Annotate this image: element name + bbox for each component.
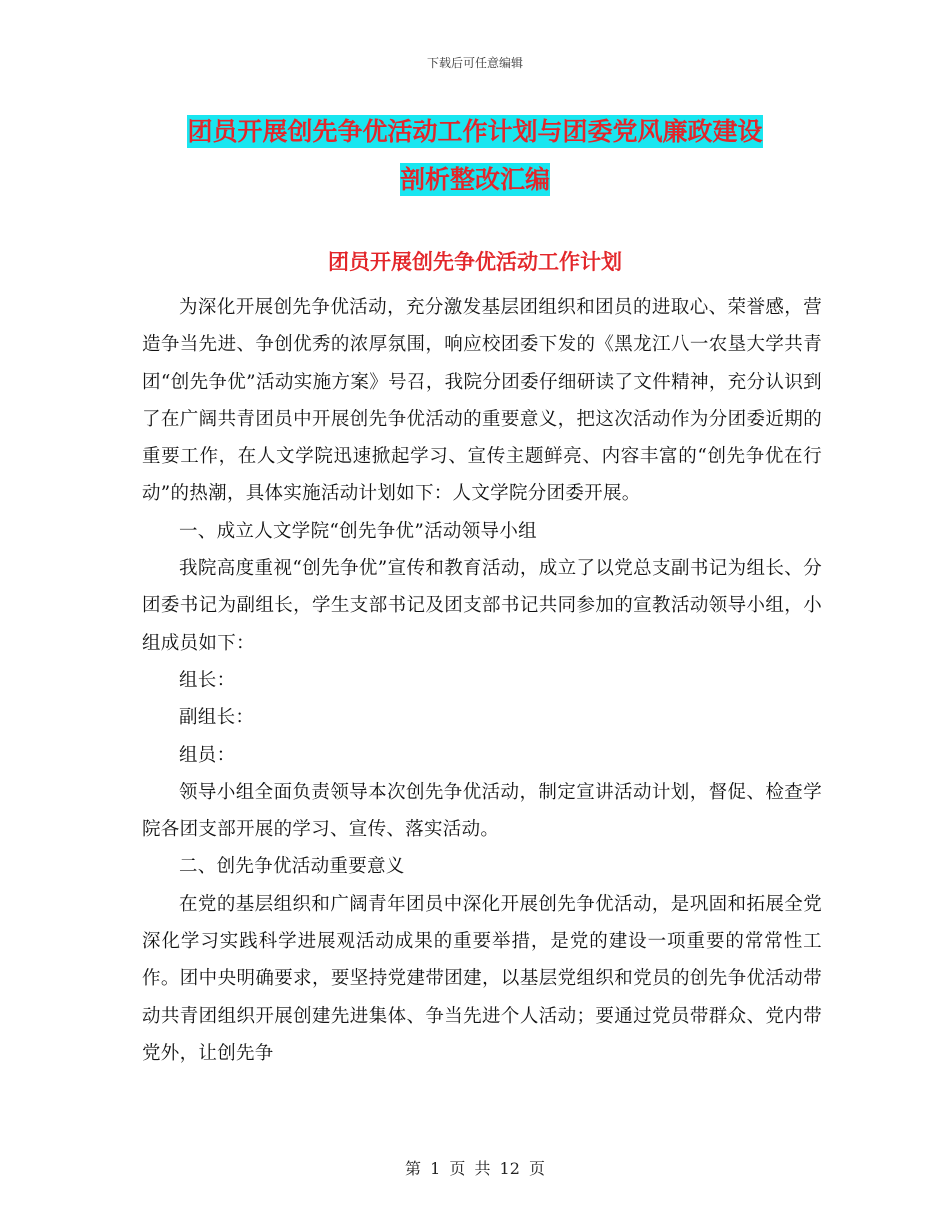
- role-deputy-leader: 副组长：: [179, 707, 255, 729]
- paragraph-leadership: 我院高度重视“创先争优”宣传和教育活动，成立了以党总支副书记为组长、分团委书记为副组长，学生支部书记及团支部书记共同参加的宣教活动领导小组，小组成员如下：: [142, 558, 822, 654]
- section-title: 团员开展创先争优活动工作计划: [328, 250, 622, 274]
- role-leader: 组长：: [179, 669, 236, 691]
- header-note: 下载后可任意编辑: [426, 56, 523, 70]
- heading-one: 一、成立人文学院“创先争优”活动领导小组: [179, 520, 537, 542]
- document-title-line-2: 剖析整改汇编: [399, 165, 550, 194]
- heading-two: 二、创先争优活动重要意义: [179, 856, 405, 878]
- paragraph-significance: 在党的基层组织和广阔青年团员中深化开展创先争优活动，是巩固和拓展全党深化学习实践科学进展观活动成果的重要举措，是党的建设一项重要的常常性工作。团中央明确要求，要坚持党建带团建，以基层党组织和党员的创先争优活动带动共青团组织开展创建先进集体、争当先进个人活动；要通过党员带群众、党内带党外，让创先争: [142, 893, 822, 1064]
- paragraph-responsibility: 领导小组全面负责领导本次创先争优活动，制定宣讲活动计划，督促、检查学院各团支部开展的学习、宣传、落实活动。: [142, 781, 822, 841]
- document-title: [100, 108, 850, 204]
- role-members: 组员：: [179, 744, 236, 766]
- page-footer: 第 1 页 共 12 页: [405, 1159, 545, 1178]
- document-body: [142, 289, 822, 1072]
- document-title-line-1: 团员开展创先争优活动工作计划与团委党风廉政建设: [187, 117, 763, 146]
- paragraph-intro: 为深化开展创先争优活动，充分激发基层团组织和团员的进取心、荣誉感，营造争当先进、争创优秀的浓厚氛围，响应校团委下发的《黑龙江八一农垦大学共青团“创先争优”活动实施方案》号召，我院分团委仔细研读了文件精神，充分认识到了在广阔共青团员中开展创先争优活动的重要意义，把这次活动作为分团委近期的重要工作，在人文学院迅速掀起学习、宣传主题鲜亮、内容丰富的“创先争优在行动”的热潮，具体实施活动计划如下：人文学院分团委开展。: [142, 297, 822, 505]
